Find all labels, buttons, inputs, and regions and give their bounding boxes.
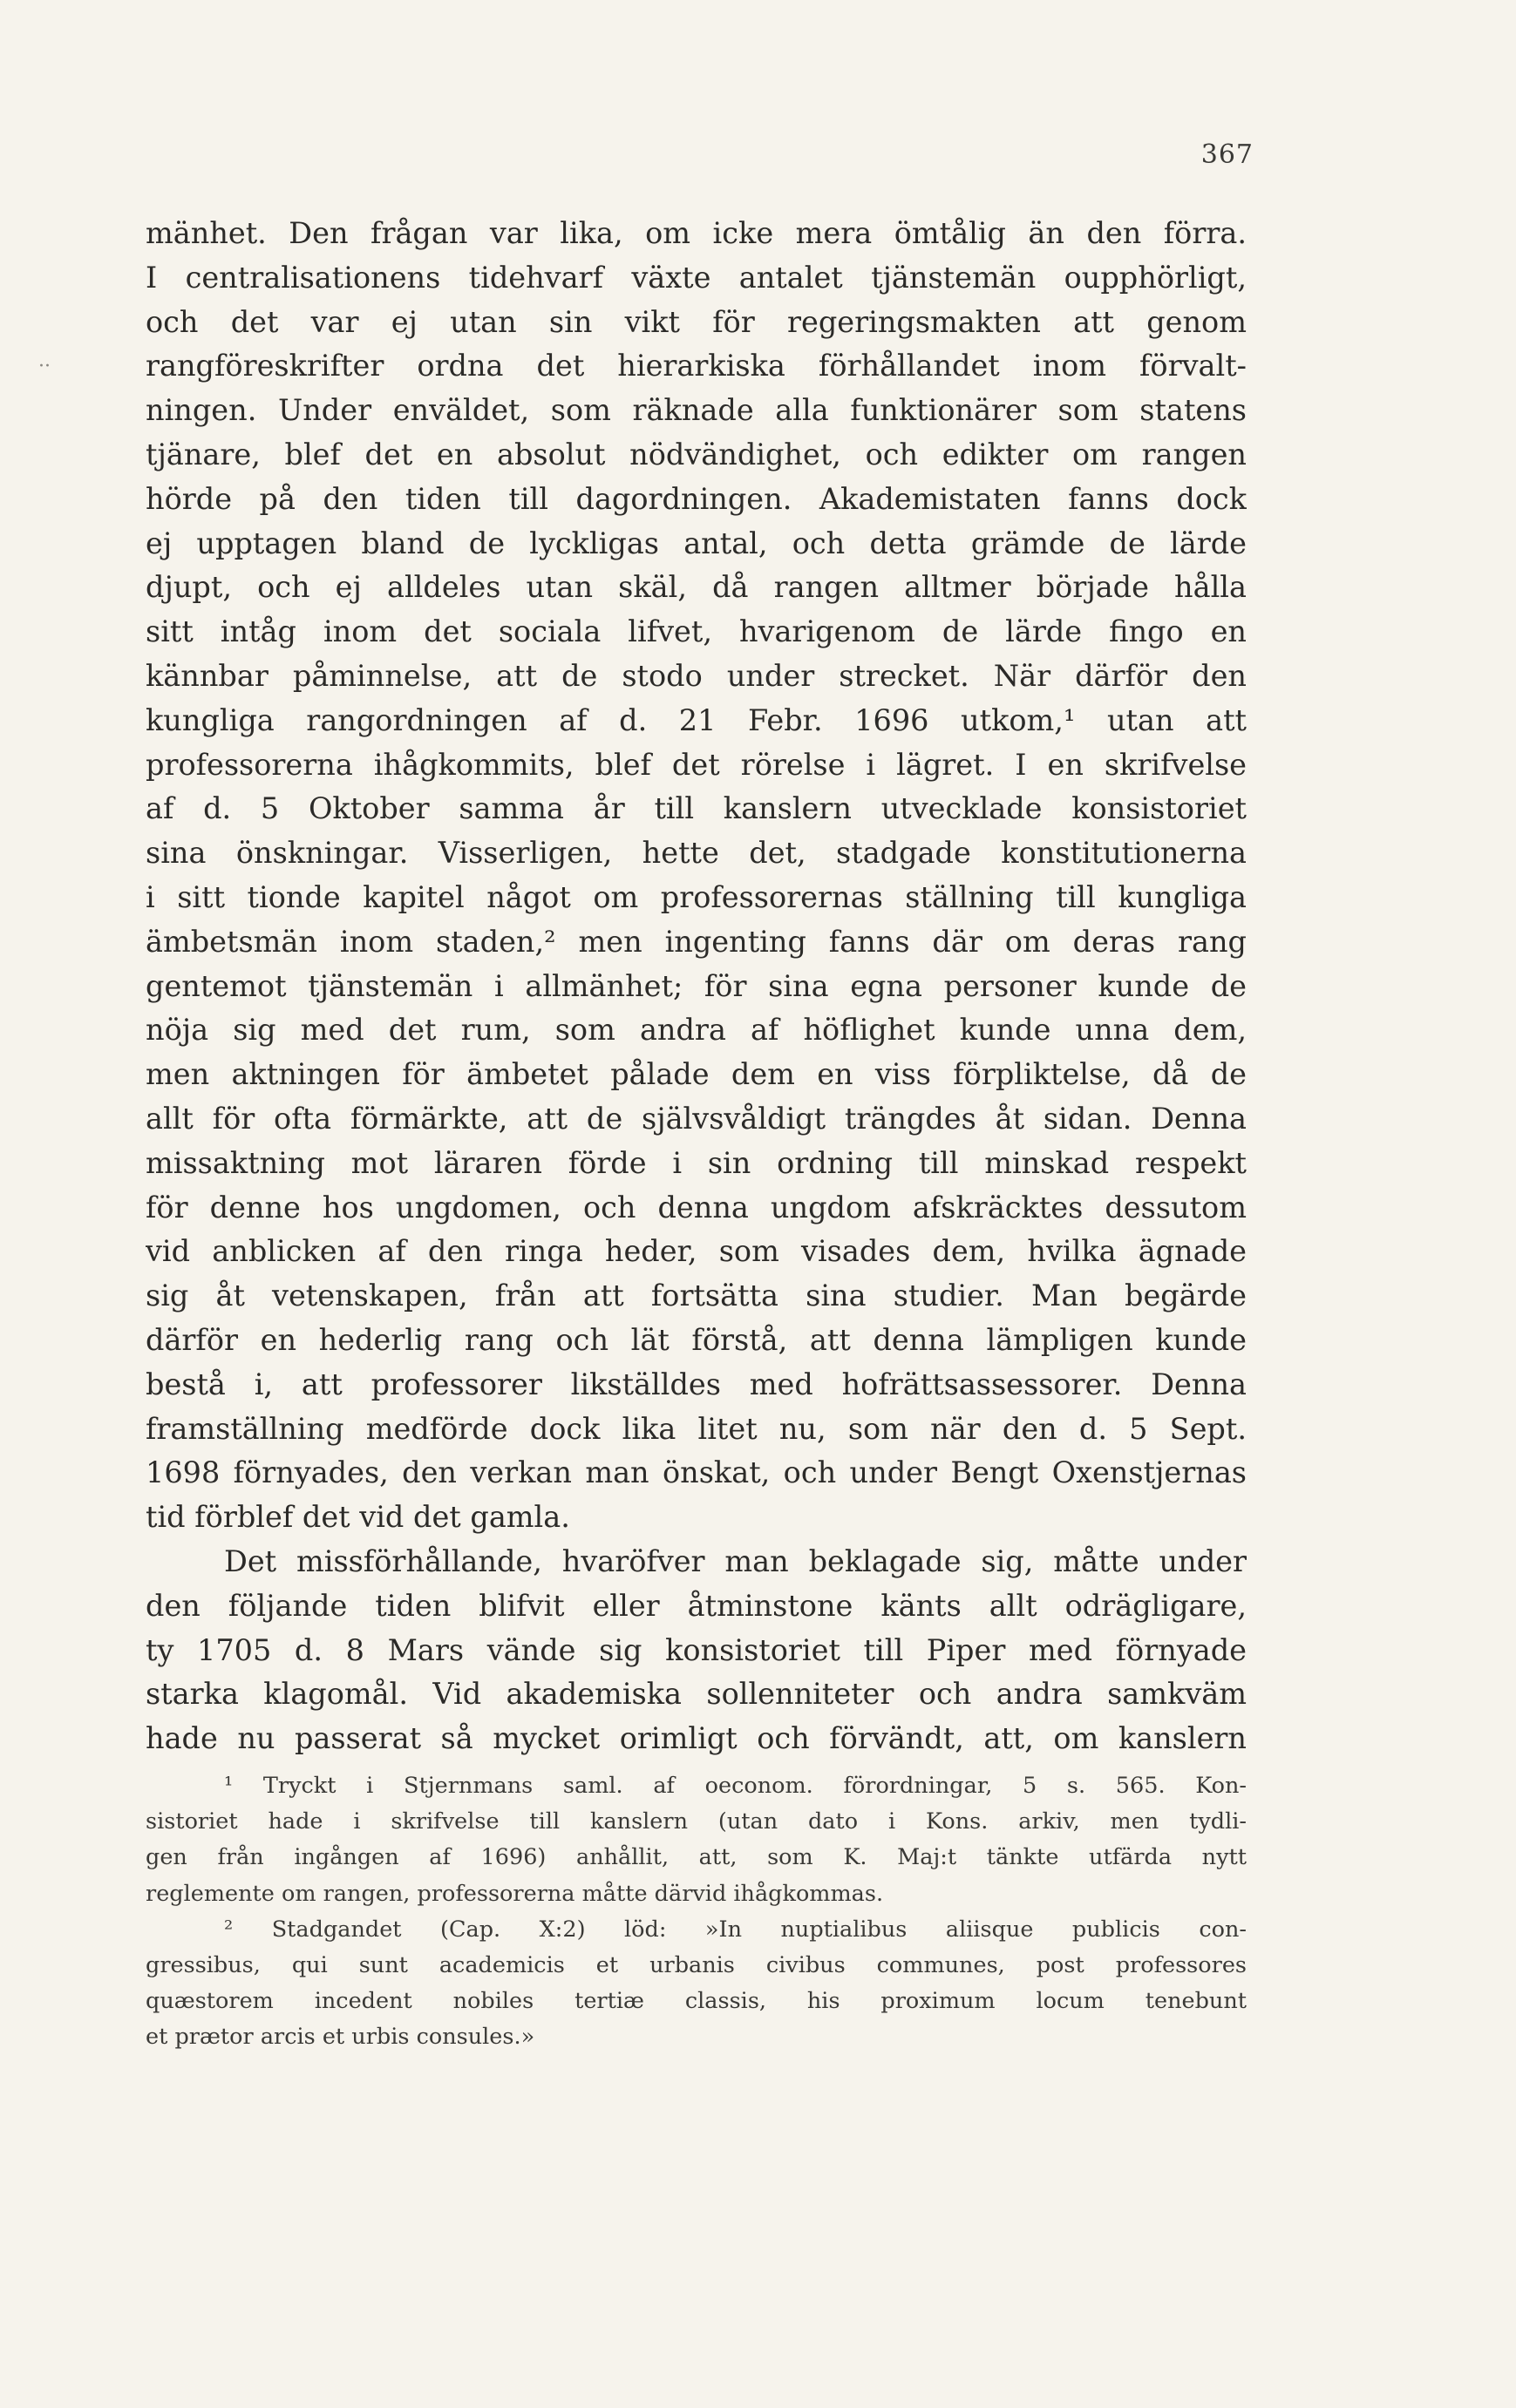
body-line: sig åt vetenskapen, från att fortsätta sina studier. Man begärde [146, 1279, 1247, 1313]
footnotes [146, 1768, 1247, 2056]
body-line: hade nu passerat så mycket orimligt och förvändt, att, om kanslern [146, 1721, 1247, 1756]
body-line: 1698 förnyades, den verkan man önskat, och under Bengt Oxenstjernas [146, 1455, 1247, 1490]
body-line: kännbar påminnelse, att de stodo under strecket. När därför den [146, 658, 1247, 693]
footnote-line: reglemente om rangen, professorerna måtte därvid ihågkommas. [146, 1880, 884, 1907]
body-line: af d. 5 Oktober samma år till kanslern utvecklade konsistoriet [146, 791, 1247, 826]
body-line: vid anblicken af den ringa heder, som visades dem, hvilka ägnade [146, 1234, 1247, 1269]
footnote-line: et prætor arcis et urbis consules.» [146, 2024, 535, 2051]
body-line: gentemot tjänstemän i allmänhet; för sina egna personer kunde de [146, 968, 1247, 1003]
body-line: missaktning mot läraren förde i sin ordning till minskad respekt [146, 1145, 1247, 1180]
body-line: ämbetsmän inom staden,² men ingenting fanns där om deras rang [146, 924, 1247, 959]
body-line: tjänare, blef det en absolut nödvändighet, och edikter om rangen [146, 437, 1247, 471]
body-line: ningen. Under enväldet, som räknade alla funktionärer som statens [146, 393, 1247, 428]
body-line: men aktningen för ämbetet pålade dem en viss förpliktelse, då de [146, 1057, 1247, 1092]
body-line: sitt intåg inom det sociala lifvet, hvarigenom de lärde fingo en [146, 614, 1247, 649]
body-line: den följande tiden blifvit eller åtminstone känts allt odrägligare, [146, 1588, 1247, 1623]
body-line: ej upptagen bland de lyckligas antal, och detta grämde de lärde [146, 526, 1247, 560]
body-line: allt för ofta förmärkte, att de självsvåldigt trängdes åt sidan. Denna [146, 1101, 1247, 1136]
body-line: kungliga rangordningen af d. 21 Febr. 1696 utkom,¹ utan att [146, 702, 1247, 737]
body-line: professorerna ihågkommits, blef det rörelse i lägret. I en skrifvelse [146, 747, 1247, 782]
page-number: 367 [1200, 139, 1254, 170]
body-line: nöja sig med det rum, som andra af höflighet kunde unna dem, [146, 1013, 1247, 1048]
footnote-line: ¹ Tryckt i Stjernmans saml. af oeconom. förordningar, 5 s. 565. Kon- [224, 1773, 1247, 1799]
body-line: och det var ej utan sin vikt för regeringsmakten att genom [146, 304, 1247, 339]
body-text [146, 212, 1247, 1761]
footnote-line: gen från ingången af 1696) anhållit, att, som K. Maj:t tänkte utfärda nytt [146, 1844, 1247, 1871]
footnote-line: quæstorem incedent nobiles tertiæ classis, his proximum locum tenebunt [146, 1988, 1247, 2015]
body-line: mänhet. Den frågan var lika, om icke mera ömtålig än den förra. [146, 216, 1247, 250]
body-line: Det missförhållande, hvaröfver man beklagade sig, måtte under [224, 1543, 1247, 1578]
body-line: i sitt tionde kapitel något om professorernas ställning till kungliga [146, 879, 1247, 914]
margin-mark: ·· [38, 356, 51, 377]
body-line: framställning medförde dock lika litet nu, som när den d. 5 Sept. [146, 1411, 1247, 1446]
body-line: rangföreskrifter ordna det hierarkiska förhållandet inom förvalt- [146, 349, 1247, 383]
footnote-line: sistoriet hade i skrifvelse till kanslern (utan dato i Kons. arkiv, men tydli- [146, 1808, 1247, 1835]
footnote-line: ² Stadgandet (Cap. X:2) löd: »In nuptialibus aliisque publicis con- [224, 1916, 1247, 1943]
body-line: för denne hos ungdomen, och denna ungdom afskräcktes dessutom [146, 1190, 1247, 1224]
footnote-line: gressibus, qui sunt academicis et urbanis civibus communes, post professores [146, 1951, 1247, 1978]
body-line: ty 1705 d. 8 Mars vände sig konsistoriet till Piper med förnyade [146, 1632, 1247, 1667]
body-line: starka klagomål. Vid akademiska sollenniteter och andra samkväm [146, 1677, 1247, 1712]
body-line: tid förblef det vid det gamla. [146, 1500, 570, 1535]
body-line: hörde på den tiden till dagordningen. Akademistaten fanns dock [146, 481, 1247, 516]
body-line: djupt, och ej alldeles utan skäl, då rangen alltmer började hålla [146, 570, 1247, 605]
body-line: sina önskningar. Visserligen, hette det, stadgade konstitutionerna [146, 836, 1247, 871]
body-line: I centralisationens tidehvarf växte antalet tjänstemän oupphörligt, [146, 260, 1247, 295]
body-line: därför en hederlig rang och lät förstå, att denna lämpligen kunde [146, 1322, 1247, 1357]
body-line: bestå i, att professorer likställdes med hofrättsassessorer. Denna [146, 1367, 1247, 1401]
